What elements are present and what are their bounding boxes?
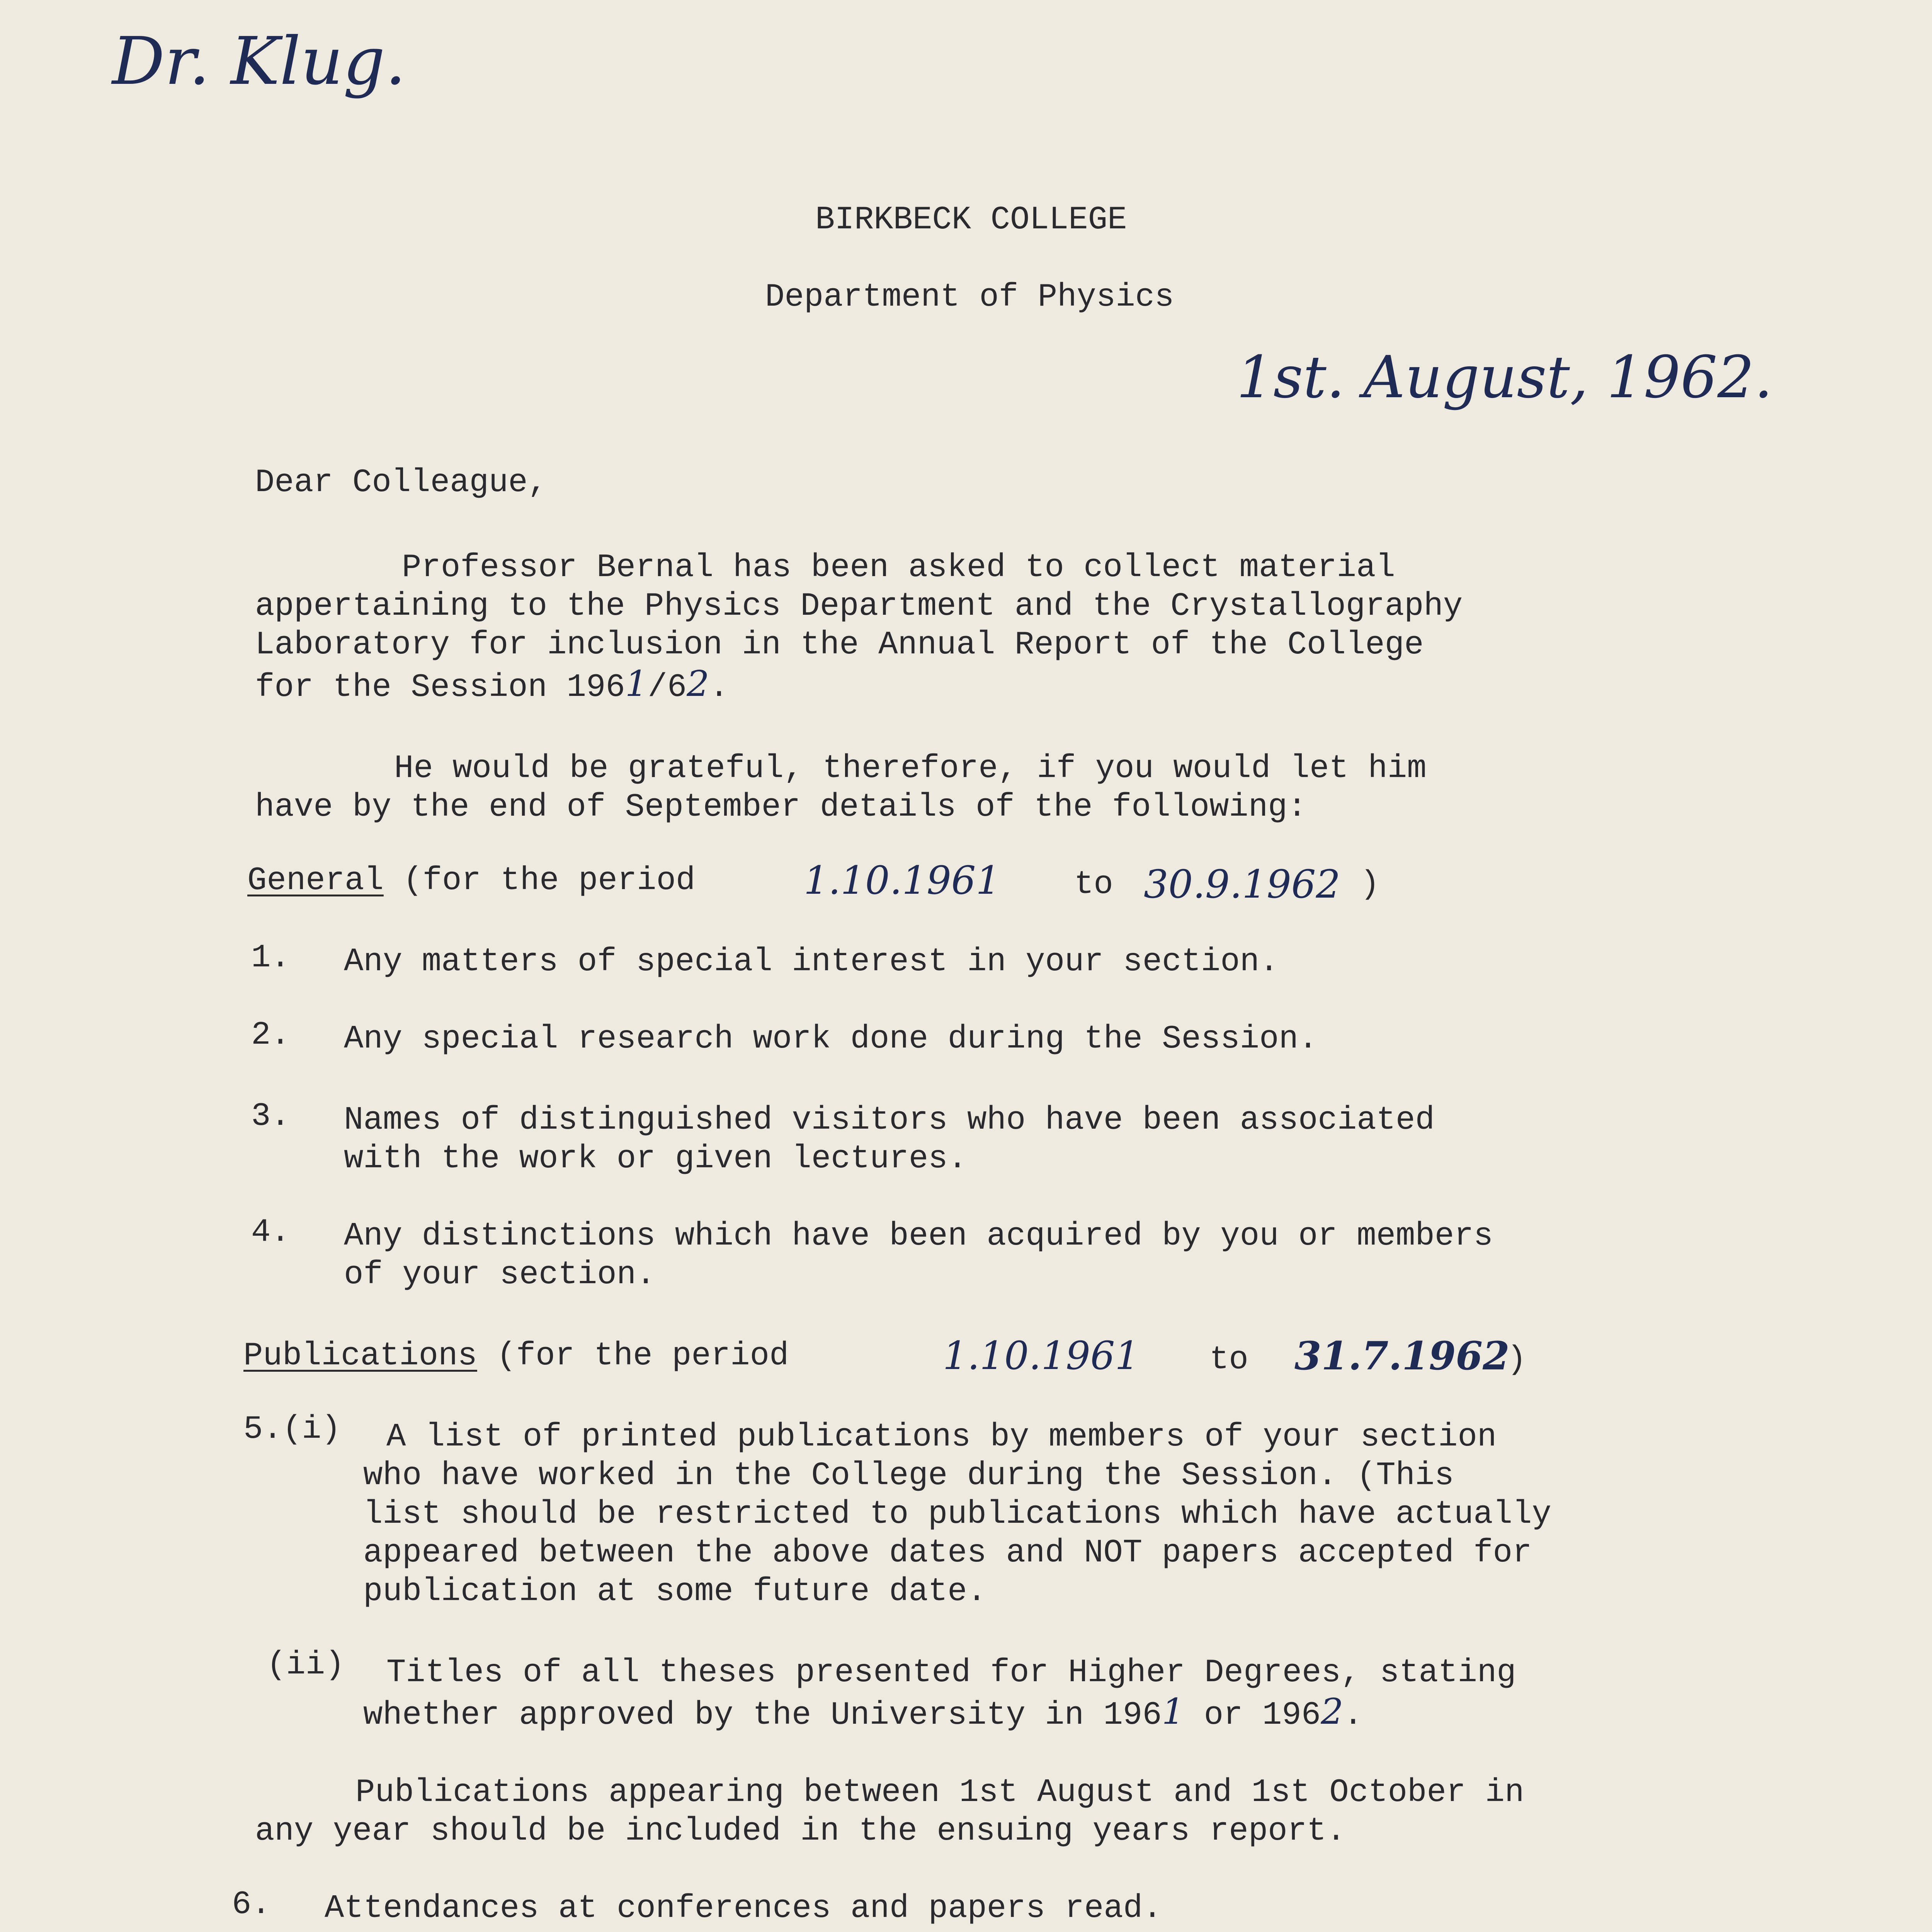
- para2-line1: He would be grateful, therefore, if you would let him: [394, 750, 1427, 787]
- handwritten-general-from: 1.10.1961: [804, 858, 1000, 903]
- publications-close: ): [1507, 1342, 1527, 1378]
- item1-num: 1.: [251, 940, 290, 976]
- item3-line2: with the work or given lectures.: [344, 1141, 968, 1177]
- item5ii-line1: Titles of all theses presented for Higher Degrees, stating: [386, 1655, 1516, 1691]
- handwritten-date: 1st. August, 1962.: [1236, 344, 1773, 411]
- item5-line4: appeared between the above dates and NOT papers accepted for: [363, 1535, 1532, 1571]
- item4-num: 4.: [251, 1214, 290, 1251]
- publications-to: to: [1209, 1342, 1248, 1378]
- para1-line3: Laboratory for inclusion in the Annual Report of the College: [255, 627, 1424, 663]
- general-to: to: [1074, 866, 1113, 903]
- item5ii-num: (ii): [267, 1647, 345, 1684]
- general-heading: General: [247, 862, 384, 899]
- note-para-line1: Publications appearing between 1st August and 1st October in: [355, 1774, 1524, 1811]
- para1-line2: appertaining to the Physics Department and the Crystallography: [255, 588, 1463, 625]
- para1-line4-text: for the Session 196: [255, 669, 625, 706]
- letterhead-department: Department of Physics: [765, 279, 1174, 316]
- item3-line1: Names of distinguished visitors who have been associated: [344, 1102, 1435, 1139]
- publications-period-prefix: (for the period: [477, 1338, 789, 1374]
- general-heading-line: [247, 862, 695, 900]
- para2-line2: have by the end of September details of the following:: [255, 789, 1307, 826]
- item4-line2: of your section.: [344, 1257, 656, 1293]
- item3-num: 3.: [251, 1098, 290, 1135]
- handwritten-pub-from: 1.10.1961: [943, 1333, 1139, 1378]
- handwritten-1961-digit: 1: [625, 663, 648, 704]
- item6-text: Attendances at conferences and papers read.: [325, 1890, 1162, 1927]
- para1-line1: Professor Bernal has been asked to collect material: [402, 549, 1395, 586]
- handwritten-1961-digit-b: 1: [1162, 1691, 1185, 1732]
- salutation: Dear Colleague,: [255, 464, 548, 501]
- publications-heading-line: [243, 1337, 789, 1376]
- general-close: ): [1360, 866, 1380, 903]
- para1-line4: for the Session 1961/62.: [255, 663, 729, 706]
- item5-num: 5.(i): [243, 1411, 341, 1448]
- item2-text: Any special research work done during the Session.: [344, 1021, 1318, 1058]
- handwritten-1962-digit: 2: [687, 663, 709, 704]
- handwritten-1962-digit-b: 2: [1321, 1691, 1344, 1732]
- para1-session-slash: /6: [648, 669, 687, 706]
- item5ii-line2-text: whether approved by the University in 196: [363, 1697, 1162, 1734]
- item2-num: 2.: [251, 1017, 290, 1054]
- handwritten-pub-to: 31.7.1962: [1294, 1333, 1510, 1379]
- note-para-line2: any year should be included in the ensuing years report.: [255, 1813, 1346, 1850]
- item5ii-line2: whether approved by the University in 1961 or 1962.: [363, 1691, 1363, 1734]
- item5-line2: who have worked in the College during the Session. (This: [363, 1458, 1454, 1494]
- publications-heading: Publications: [243, 1338, 477, 1374]
- handwritten-general-to: 30.9.1962: [1144, 862, 1340, 907]
- letterhead-institution: BIRKBECK COLLEGE: [815, 202, 1127, 238]
- item4-line1: Any distinctions which have been acquired by you or members: [344, 1218, 1493, 1255]
- handwritten-addressee: Dr. Klug.: [112, 23, 406, 100]
- general-period-prefix: (for the period: [383, 862, 696, 899]
- item5-line5: publication at some future date.: [363, 1573, 987, 1610]
- item5ii-line2-or: or 196: [1184, 1697, 1321, 1734]
- item5-line1: A list of printed publications by members of your section: [386, 1419, 1497, 1456]
- item5-line3: list should be restricted to publications which have actually: [363, 1496, 1551, 1533]
- item6-num: 6.: [232, 1886, 271, 1923]
- item1-text: Any matters of special interest in your section.: [344, 944, 1279, 980]
